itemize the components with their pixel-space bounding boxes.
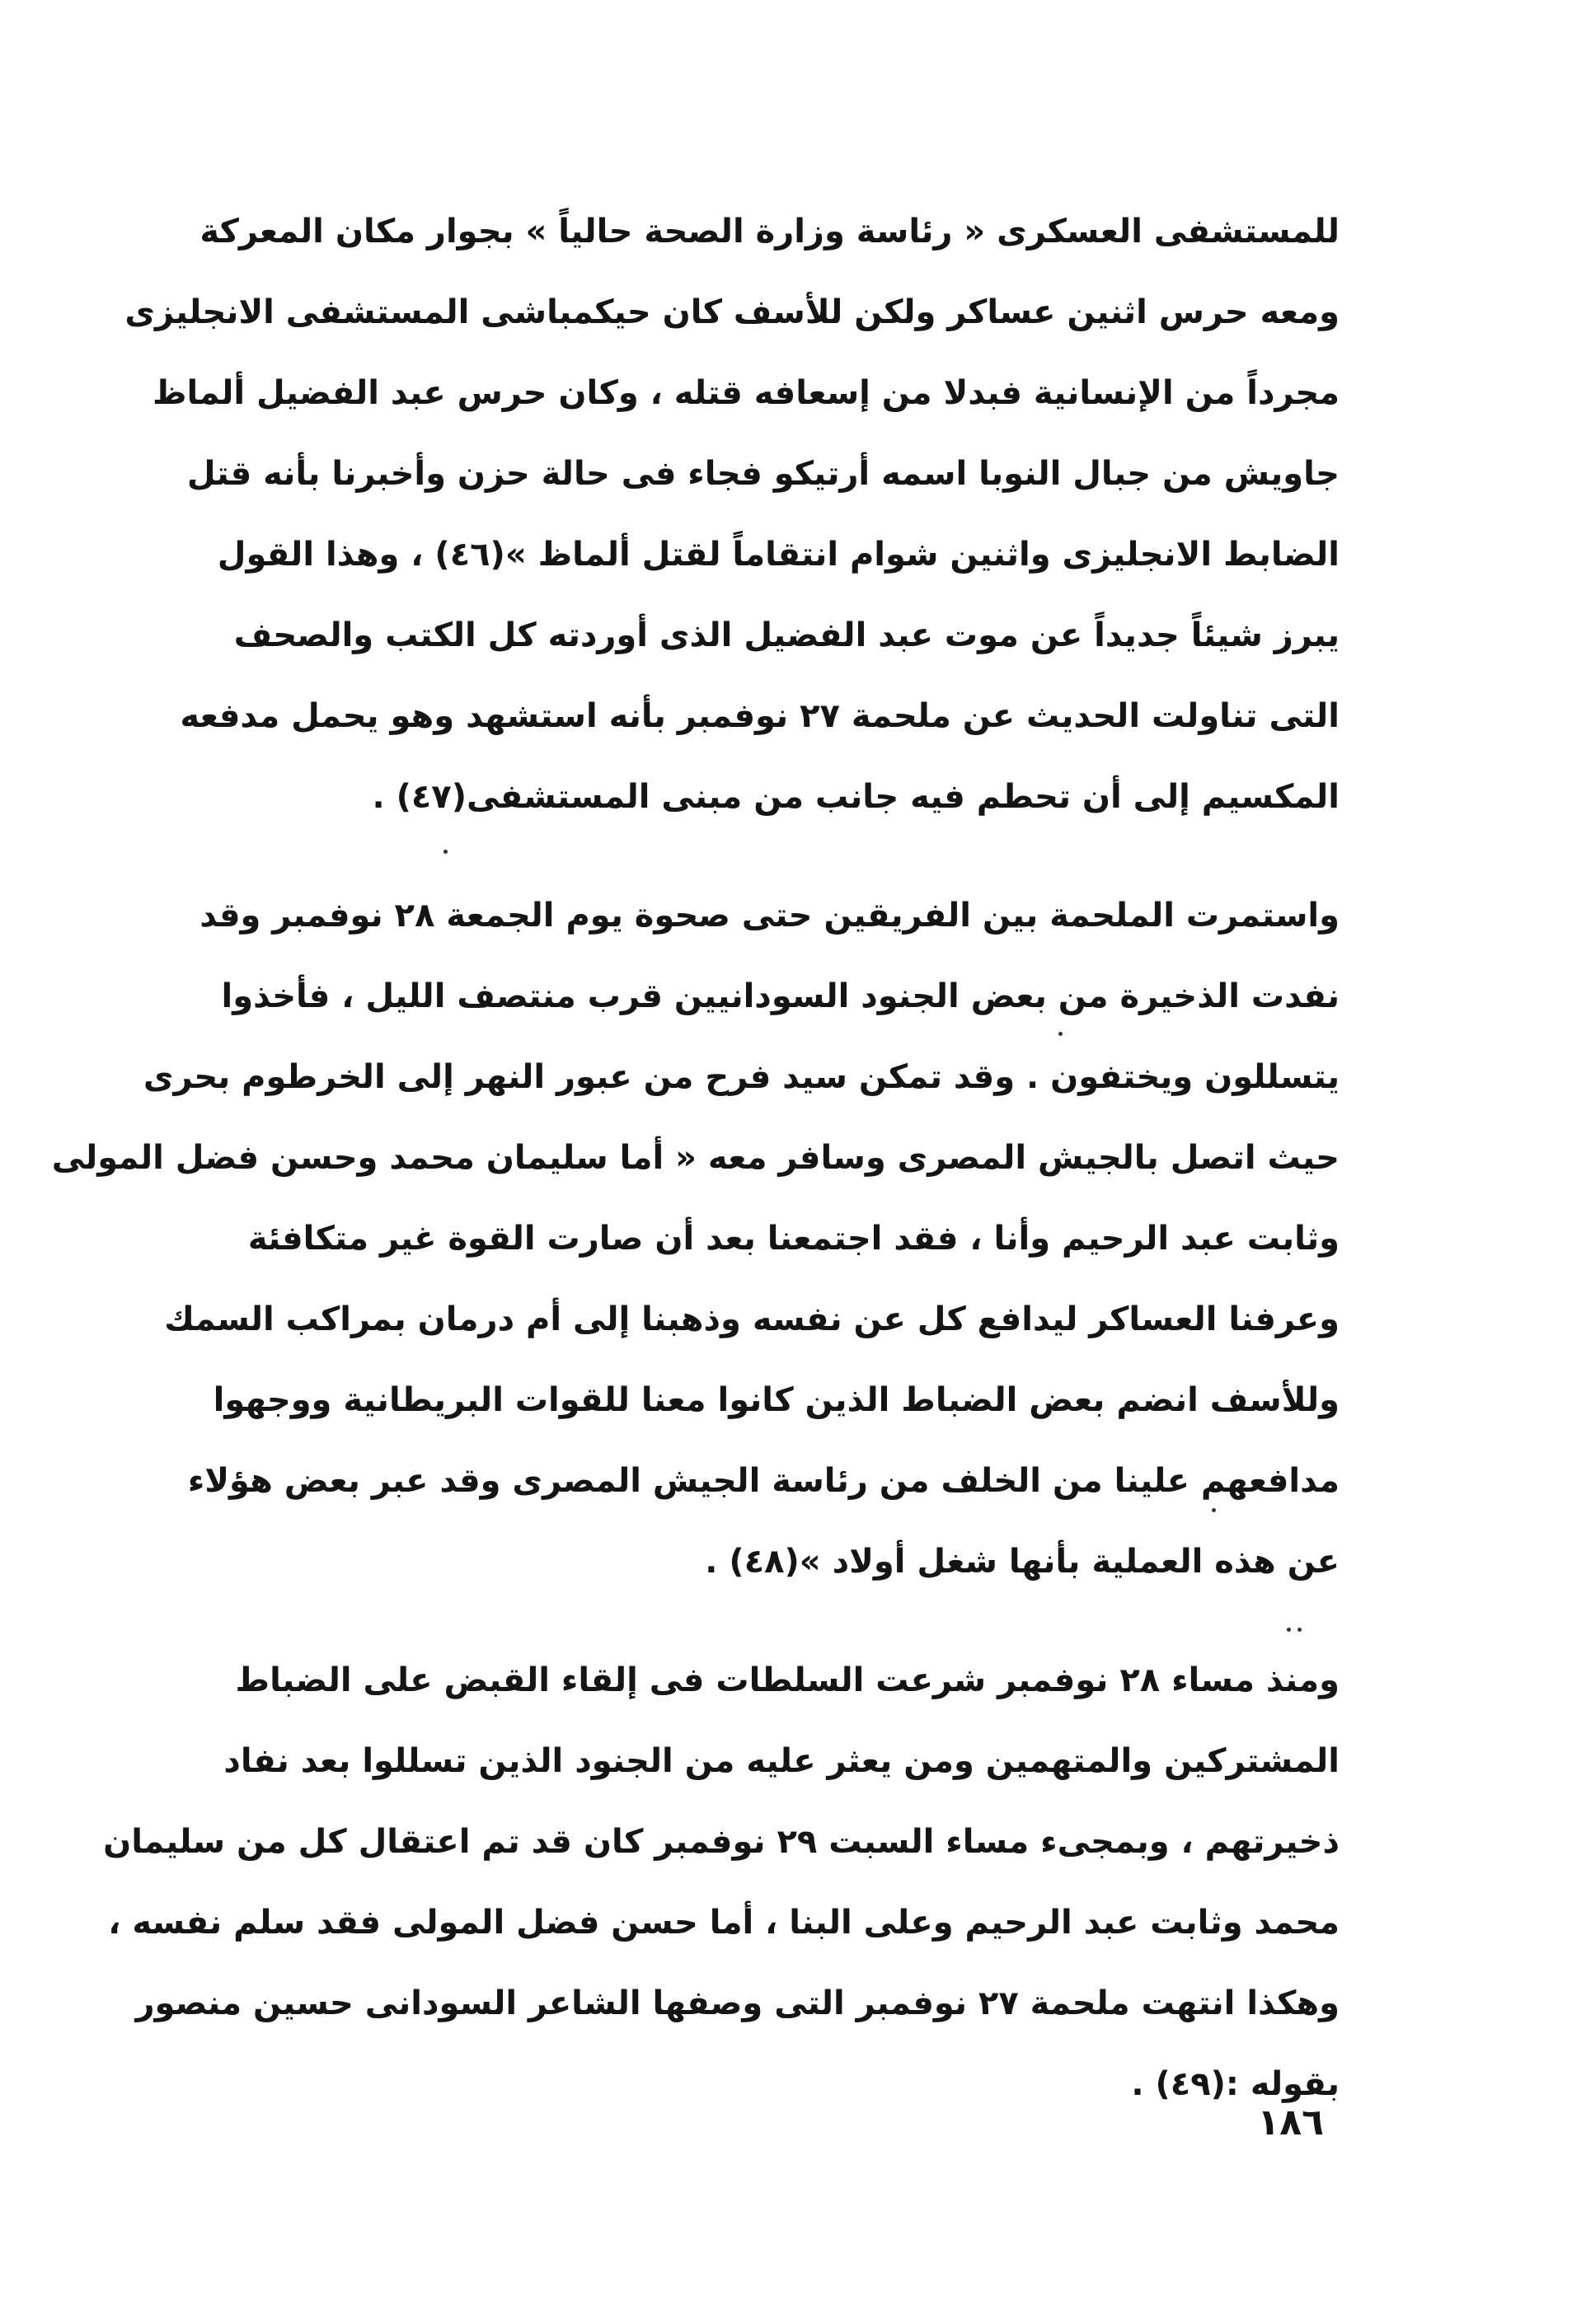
text-line: وهكذا انتهت ملحمة ٢٧ نوفمبر التى وصفها الشاعر السودانى حسين منصور: [135, 1984, 1340, 2022]
text-line: للمستشفى العسكرى « رئاسة وزارة الصحة حالياً » بجوار مكان المعركة: [199, 213, 1340, 251]
text-line: ومنذ مساء ٢٨ نوفمبر شرعت السلطات فى إلقاء القبض على الضباط: [235, 1661, 1340, 1699]
text-line: وعرفنا العساكر ليدافع كل عن نفسه وذهبنا إلى أم درمان بمراكب السمك: [164, 1300, 1340, 1338]
scan-speck: [1212, 1508, 1216, 1512]
page-number: ١٨٦: [1257, 2101, 1324, 2144]
paragraph-2: [51, 875, 1340, 1602]
text-line: بقوله :(٤٩) .: [1131, 2065, 1340, 2103]
paragraph-1: [124, 191, 1340, 837]
text-line: ذخيرتهم ، وبمجىء مساء السبت ٢٩ نوفمبر كان قد تم اعتقال كل من سليمان: [103, 1823, 1340, 1861]
text-line: مدافعهم علينا من الخلف من رئاسة الجيش المصرى وقد عبر بعض هؤلاء: [187, 1462, 1340, 1500]
text-line: التى تناولت الحديث عن ملحمة ٢٧ نوفمبر بأنه استشهد وهو يحمل مدفعه: [180, 697, 1340, 735]
paragraph-3: [103, 1640, 1340, 2125]
text-line: عن هذه العملية بأنها شغل أولاد »(٤٨) .: [705, 1543, 1340, 1581]
text-line: جاويش من جبال النوبا اسمه أرتيكو فجاء فى حالة حزن وأخبرنا بأنه قتل: [186, 455, 1340, 493]
scan-speck: [1287, 1628, 1291, 1632]
text-line: حيث اتصل بالجيش المصرى وسافر معه « أما سليمان محمد وحسن فضل المولى: [51, 1139, 1340, 1177]
text-line: نفدت الذخيرة من بعض الجنود السودانيين قرب منتصف الليل ، فأخذوا: [221, 977, 1340, 1015]
text-line: يتسللون ويختفون . وقد تمكن سيد فرح من عبور النهر إلى الخرطوم بحرى: [143, 1058, 1340, 1096]
scan-speck: [443, 850, 448, 854]
text-line: الضابط الانجليزى واثنين شوام انتقاماً لقتل ألماظ »(٤٦) ، وهذا القول: [217, 536, 1340, 574]
text-line: المكسيم إلى أن تحطم فيه جانب من مبنى المستشفى(٤٧) .: [372, 778, 1340, 816]
text-line: وثابت عبد الرحيم وأنا ، فقد اجتمعنا بعد أن صارت القوة غير متكافئة: [247, 1220, 1340, 1258]
text-line: واستمرت الملحمة بين الفريقين حتى صحوة يوم الجمعة ٢٨ نوفمبر وقد: [199, 897, 1340, 935]
text-line: محمد وثابت عبد الرحيم وعلى البنا ، أما حسن فضل المولى فقد سلم نفسه ،: [108, 1904, 1340, 1942]
scan-speck: [1058, 1032, 1063, 1036]
text-line: يبرز شيئاً جديداً عن موت عبد الفضيل الذى أوردته كل الكتب والصحف: [233, 616, 1340, 654]
text-line: وللأسف انضم بعض الضباط الذين كانوا معنا للقوات البريطانية ووجهوا: [213, 1381, 1340, 1419]
text-line: ومعه حرس اثنين عساكر ولكن للأسف كان حيكمباشى المستشفى الانجليزى: [124, 293, 1340, 331]
scan-speck: [1297, 1628, 1302, 1632]
text-line: مجرداً من الإنسانية فبدلا من إسعافه قتله ، وكان حرس عبد الفضيل ألماظ: [152, 374, 1340, 412]
text-line: المشتركين والمتهمين ومن يعثر عليه من الجنود الذين تسللوا بعد نفاد: [223, 1742, 1340, 1780]
